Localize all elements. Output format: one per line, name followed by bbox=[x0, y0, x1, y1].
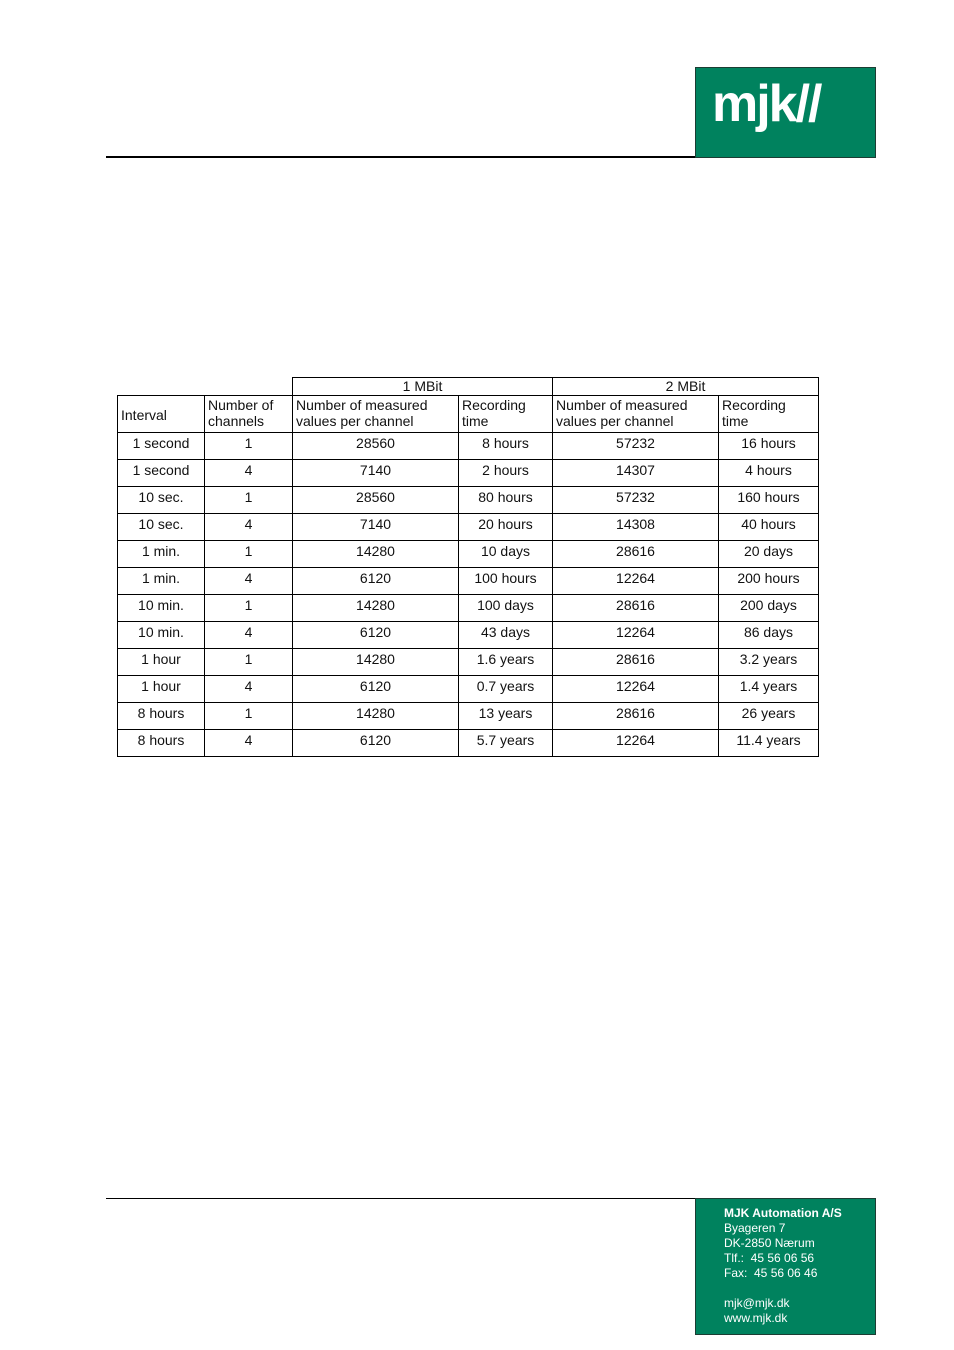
cell-values-1mbit: 14280 bbox=[293, 703, 459, 730]
column-header-recording-2mbit: Recording time bbox=[719, 396, 819, 433]
cell-recording-1mbit: 1.6 years bbox=[459, 649, 553, 676]
cell-recording-2mbit: 11.4 years bbox=[719, 730, 819, 757]
cell-values-2mbit: 14307 bbox=[553, 460, 719, 487]
cell-values-1mbit: 6120 bbox=[293, 730, 459, 757]
table-row bbox=[118, 568, 819, 595]
cell-recording-1mbit: 13 years bbox=[459, 703, 553, 730]
cell-recording-2mbit: 1.4 years bbox=[719, 676, 819, 703]
cell-values-2mbit: 28616 bbox=[553, 703, 719, 730]
table-row bbox=[118, 649, 819, 676]
cell-channels: 1 bbox=[205, 595, 293, 622]
cell-values-2mbit: 14308 bbox=[553, 514, 719, 541]
cell-channels: 4 bbox=[205, 622, 293, 649]
cell-recording-1mbit: 100 days bbox=[459, 595, 553, 622]
cell-values-1mbit: 7140 bbox=[293, 514, 459, 541]
mjk-logo bbox=[695, 67, 876, 158]
table-row bbox=[118, 703, 819, 730]
cell-recording-2mbit: 4 hours bbox=[719, 460, 819, 487]
cell-recording-1mbit: 43 days bbox=[459, 622, 553, 649]
cell-recording-2mbit: 160 hours bbox=[719, 487, 819, 514]
cell-values-1mbit: 28560 bbox=[293, 487, 459, 514]
table-row bbox=[118, 460, 819, 487]
table-row bbox=[118, 730, 819, 757]
cell-interval: 10 sec. bbox=[118, 487, 205, 514]
cell-recording-2mbit: 86 days bbox=[719, 622, 819, 649]
cell-recording-1mbit: 0.7 years bbox=[459, 676, 553, 703]
cell-channels: 4 bbox=[205, 568, 293, 595]
cell-interval: 1 hour bbox=[118, 649, 205, 676]
cell-recording-2mbit: 40 hours bbox=[719, 514, 819, 541]
table-body bbox=[118, 433, 819, 757]
cell-interval: 1 min. bbox=[118, 568, 205, 595]
table-row bbox=[118, 514, 819, 541]
cell-interval: 10 min. bbox=[118, 622, 205, 649]
header-rule bbox=[106, 156, 696, 158]
cell-values-2mbit: 57232 bbox=[553, 487, 719, 514]
table-row bbox=[118, 433, 819, 460]
cell-recording-2mbit: 3.2 years bbox=[719, 649, 819, 676]
cell-values-2mbit: 12264 bbox=[553, 730, 719, 757]
cell-channels: 1 bbox=[205, 541, 293, 568]
recording-capacity-table bbox=[117, 377, 819, 757]
group-header-1mbit: 1 MBit bbox=[293, 378, 553, 396]
cell-recording-1mbit: 20 hours bbox=[459, 514, 553, 541]
column-header-values-2mbit: Number of measured values per channel bbox=[553, 396, 719, 433]
cell-interval: 1 hour bbox=[118, 676, 205, 703]
cell-channels: 4 bbox=[205, 514, 293, 541]
cell-recording-1mbit: 80 hours bbox=[459, 487, 553, 514]
cell-values-2mbit: 28616 bbox=[553, 649, 719, 676]
cell-channels: 1 bbox=[205, 703, 293, 730]
table-row bbox=[118, 622, 819, 649]
website-link[interactable]: www.mjk.dk bbox=[724, 1311, 788, 1325]
group-header-blank bbox=[118, 378, 293, 396]
cell-values-1mbit: 14280 bbox=[293, 595, 459, 622]
table-row bbox=[118, 595, 819, 622]
spacer bbox=[724, 1281, 875, 1296]
cell-values-2mbit: 12264 bbox=[553, 568, 719, 595]
column-header-interval: Interval bbox=[118, 396, 205, 433]
column-header-row bbox=[118, 396, 819, 433]
cell-channels: 4 bbox=[205, 460, 293, 487]
group-header-row bbox=[118, 378, 819, 396]
table-row bbox=[118, 541, 819, 568]
cell-interval: 10 sec. bbox=[118, 514, 205, 541]
cell-recording-1mbit: 5.7 years bbox=[459, 730, 553, 757]
cell-recording-2mbit: 16 hours bbox=[719, 433, 819, 460]
cell-values-2mbit: 28616 bbox=[553, 541, 719, 568]
cell-values-1mbit: 14280 bbox=[293, 541, 459, 568]
footer-rule bbox=[106, 1198, 696, 1199]
cell-recording-2mbit: 200 hours bbox=[719, 568, 819, 595]
fax-number: Fax: 45 56 06 46 bbox=[724, 1266, 818, 1280]
column-header-recording-1mbit: Recording time bbox=[459, 396, 553, 433]
cell-channels: 4 bbox=[205, 676, 293, 703]
cell-interval: 1 second bbox=[118, 460, 205, 487]
logo-text: mjk// bbox=[712, 75, 821, 133]
company-address-box bbox=[695, 1198, 876, 1335]
cell-interval: 8 hours bbox=[118, 730, 205, 757]
cell-recording-1mbit: 100 hours bbox=[459, 568, 553, 595]
cell-interval: 1 min. bbox=[118, 541, 205, 568]
email-link[interactable]: mjk@mjk.dk bbox=[724, 1296, 790, 1310]
group-header-2mbit: 2 MBit bbox=[553, 378, 819, 396]
address-street: Byageren 7 bbox=[724, 1221, 786, 1235]
cell-channels: 1 bbox=[205, 487, 293, 514]
cell-channels: 1 bbox=[205, 649, 293, 676]
cell-values-2mbit: 57232 bbox=[553, 433, 719, 460]
cell-values-2mbit: 28616 bbox=[553, 595, 719, 622]
address-city: DK-2850 Nærum bbox=[724, 1236, 815, 1250]
cell-values-1mbit: 6120 bbox=[293, 568, 459, 595]
cell-interval: 1 second bbox=[118, 433, 205, 460]
cell-interval: 8 hours bbox=[118, 703, 205, 730]
cell-values-1mbit: 6120 bbox=[293, 676, 459, 703]
cell-recording-2mbit: 200 days bbox=[719, 595, 819, 622]
cell-recording-1mbit: 2 hours bbox=[459, 460, 553, 487]
column-header-values-1mbit: Number of measured values per channel bbox=[293, 396, 459, 433]
cell-values-1mbit: 6120 bbox=[293, 622, 459, 649]
cell-values-1mbit: 14280 bbox=[293, 649, 459, 676]
cell-interval: 10 min. bbox=[118, 595, 205, 622]
table-row bbox=[118, 487, 819, 514]
cell-channels: 1 bbox=[205, 433, 293, 460]
cell-recording-1mbit: 8 hours bbox=[459, 433, 553, 460]
company-name: MJK Automation A/S bbox=[724, 1206, 842, 1220]
table-row bbox=[118, 676, 819, 703]
phone-number: Tlf.: 45 56 06 56 bbox=[724, 1251, 815, 1265]
cell-channels: 4 bbox=[205, 730, 293, 757]
cell-recording-1mbit: 10 days bbox=[459, 541, 553, 568]
column-header-channels: Number of channels bbox=[205, 396, 293, 433]
cell-recording-2mbit: 20 days bbox=[719, 541, 819, 568]
cell-values-1mbit: 28560 bbox=[293, 433, 459, 460]
cell-values-2mbit: 12264 bbox=[553, 622, 719, 649]
cell-recording-2mbit: 26 years bbox=[719, 703, 819, 730]
cell-values-2mbit: 12264 bbox=[553, 676, 719, 703]
cell-values-1mbit: 7140 bbox=[293, 460, 459, 487]
